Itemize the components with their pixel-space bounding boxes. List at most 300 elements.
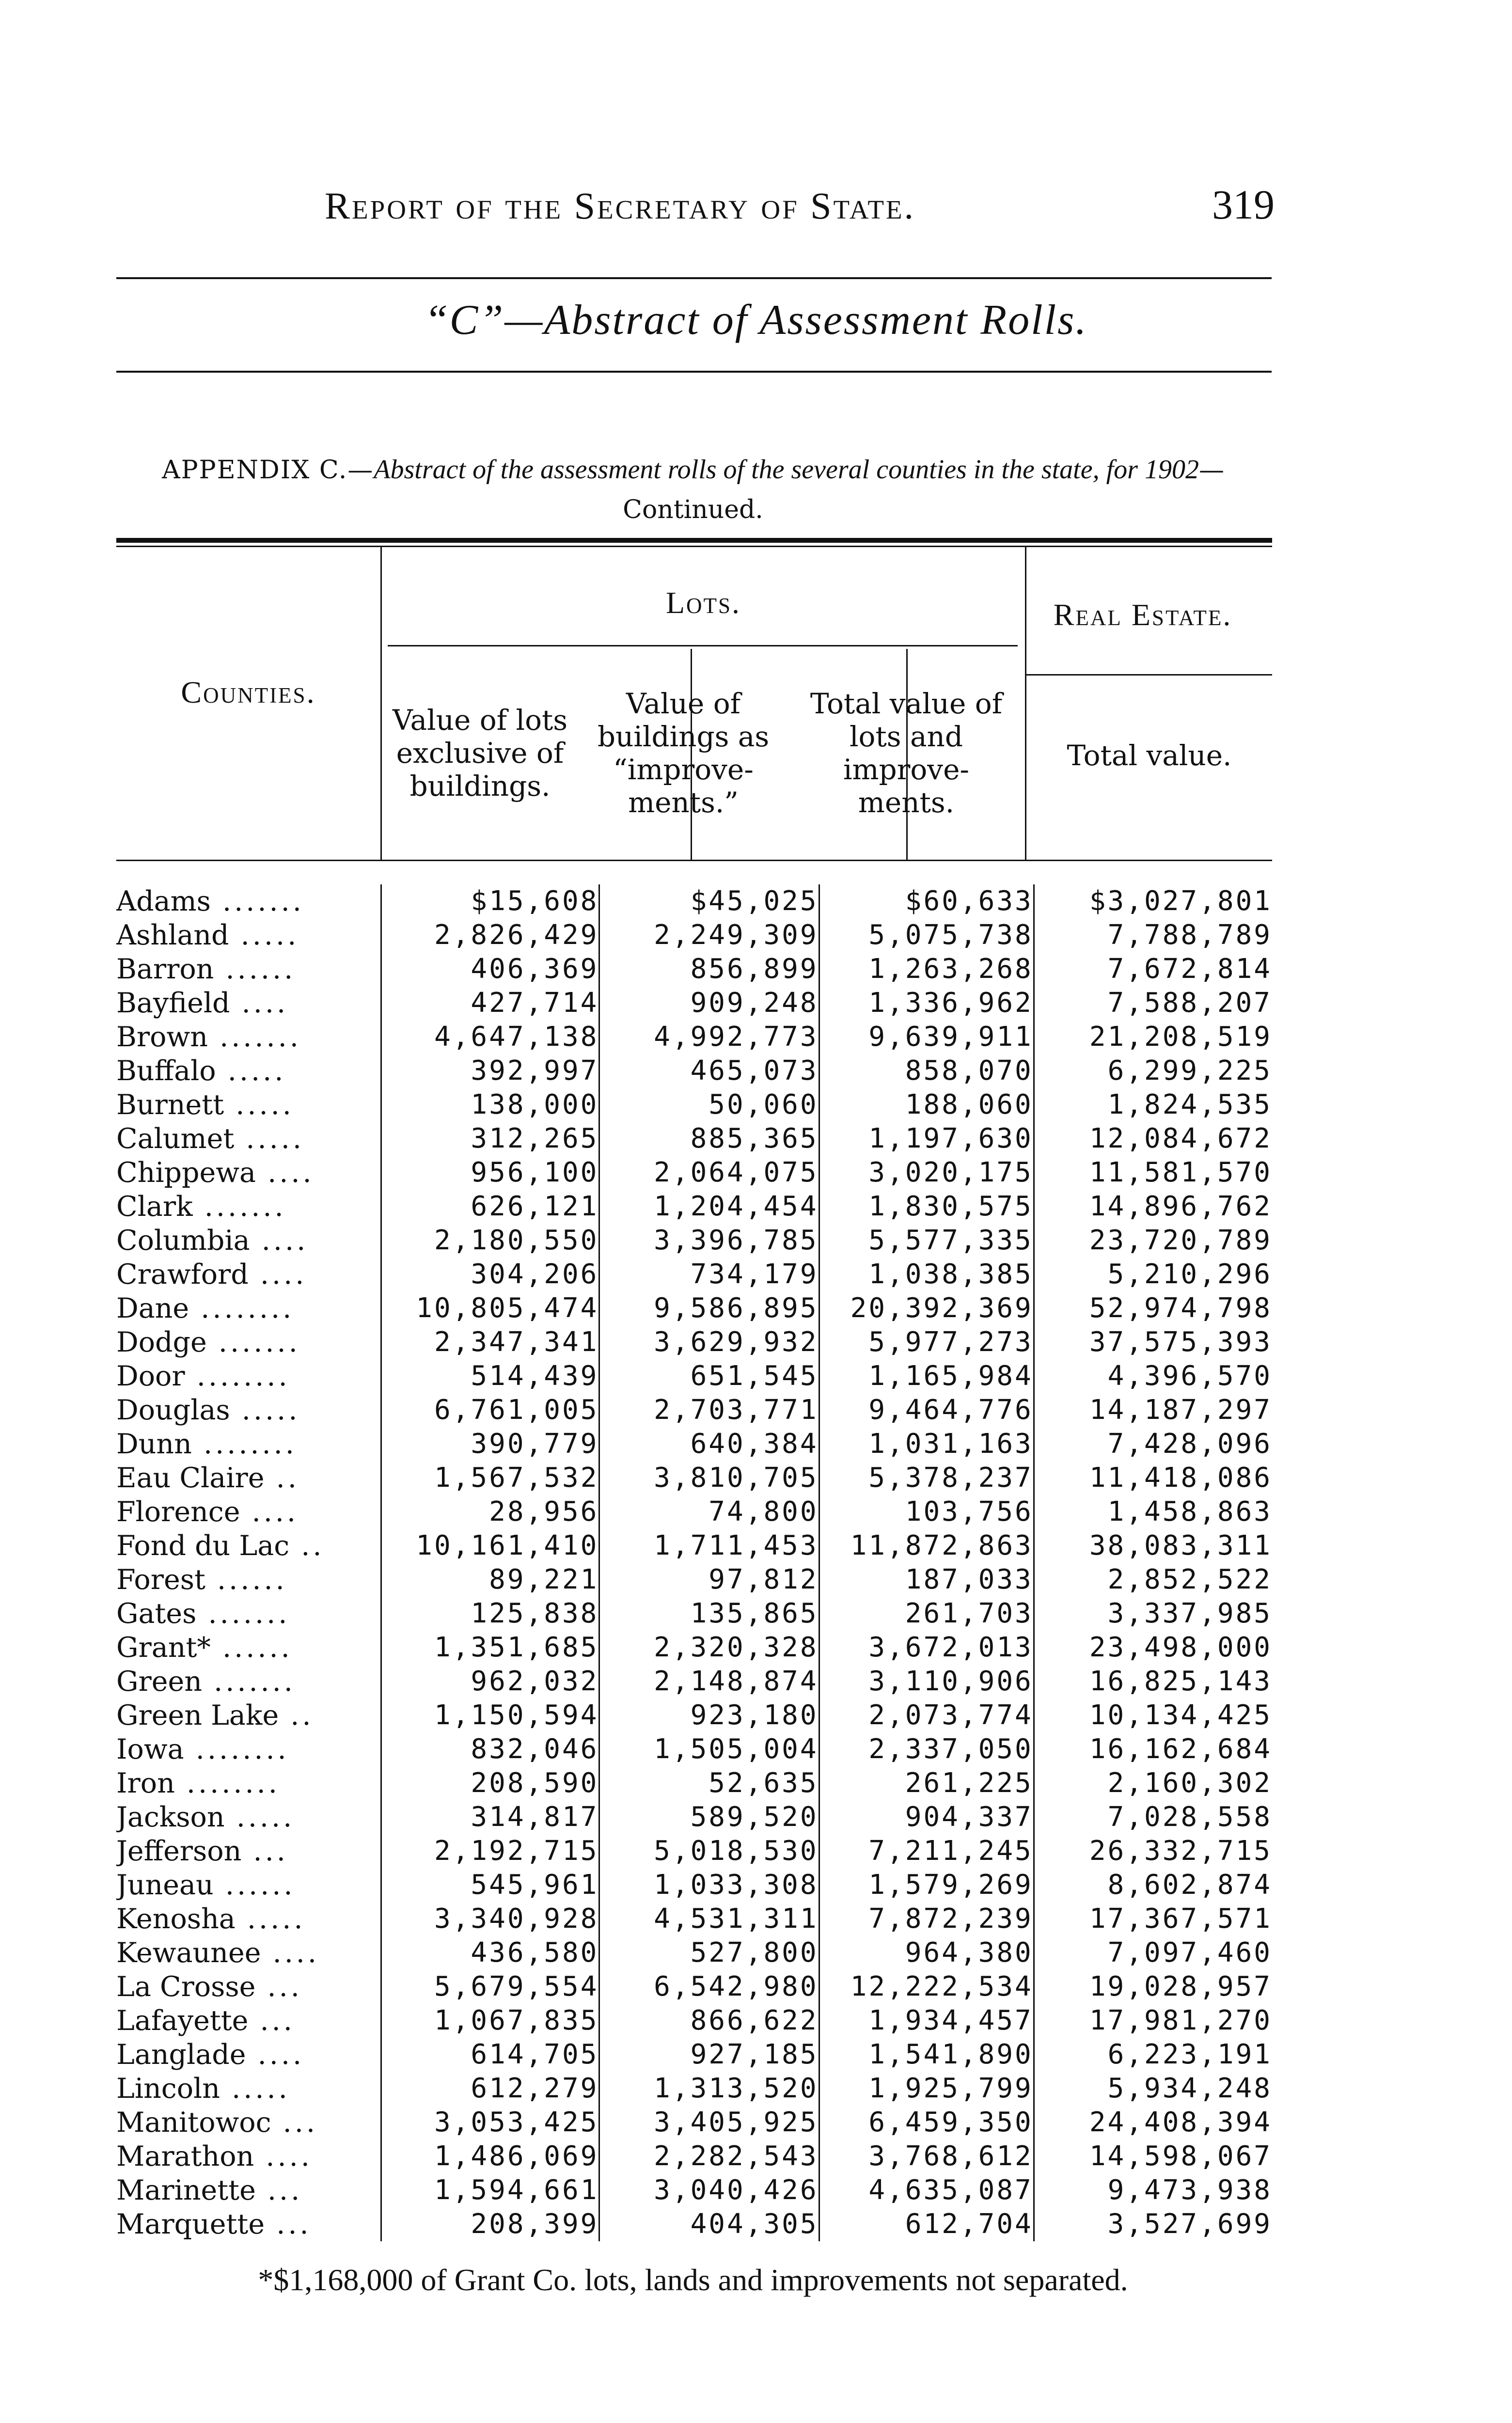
lots-value: 514,439 bbox=[381, 1359, 599, 1393]
buildings-value: 5,018,530 bbox=[599, 1834, 819, 1868]
lots-improvements-total: 5,577,335 bbox=[819, 1224, 1034, 1258]
county-label: Forest bbox=[116, 1564, 205, 1596]
leader-dots: ... bbox=[265, 2208, 312, 2240]
county-name bbox=[116, 1156, 381, 1190]
buildings-value: 2,249,309 bbox=[599, 918, 819, 952]
table-row bbox=[116, 1868, 1272, 1902]
lots-value: 1,351,685 bbox=[381, 1631, 599, 1665]
lots-value: 626,121 bbox=[381, 1190, 599, 1224]
table-top-rule bbox=[116, 538, 1272, 543]
county-label: Florence bbox=[116, 1496, 240, 1528]
table-row bbox=[116, 2173, 1272, 2207]
table-row bbox=[116, 1393, 1272, 1427]
county-label: Bayfield bbox=[116, 987, 230, 1019]
real-estate-total: 11,418,086 bbox=[1034, 1461, 1272, 1495]
real-estate-total: 5,210,296 bbox=[1034, 1258, 1272, 1291]
lots-improvements-total: 612,704 bbox=[819, 2207, 1034, 2241]
buildings-value: 465,073 bbox=[599, 1054, 819, 1088]
county-name bbox=[116, 918, 381, 952]
lots-value: 406,369 bbox=[381, 952, 599, 986]
buildings-value: 1,505,004 bbox=[599, 1732, 819, 1766]
county-name bbox=[116, 1970, 381, 2004]
lots-value: 10,805,474 bbox=[381, 1291, 599, 1325]
county-name bbox=[116, 2207, 381, 2241]
table-row bbox=[116, 1936, 1272, 1970]
county-label: Dunn bbox=[116, 1428, 192, 1460]
county-name bbox=[116, 1054, 381, 1088]
table-row bbox=[116, 2038, 1272, 2072]
county-label: Douglas bbox=[116, 1394, 230, 1426]
real-estate-total: 6,223,191 bbox=[1034, 2038, 1272, 2072]
county-name bbox=[116, 1020, 381, 1054]
leader-dots: ........ bbox=[191, 1428, 297, 1460]
county-name bbox=[116, 1902, 381, 1936]
table-row bbox=[116, 1122, 1272, 1156]
real-estate-total: 7,428,096 bbox=[1034, 1427, 1272, 1461]
buildings-value: 9,586,895 bbox=[599, 1291, 819, 1325]
leader-dots: ... bbox=[255, 1971, 302, 2003]
lots-value: 545,961 bbox=[381, 1868, 599, 1902]
county-name bbox=[116, 1597, 381, 1631]
running-header bbox=[111, 180, 1275, 229]
county-name bbox=[116, 1834, 381, 1868]
lots-value: 304,206 bbox=[381, 1258, 599, 1291]
lots-value: 138,000 bbox=[381, 1088, 599, 1122]
county-name bbox=[116, 1461, 381, 1495]
table-row bbox=[116, 1054, 1272, 1088]
real-estate-total: 17,367,571 bbox=[1034, 1902, 1272, 1936]
real-estate-total: 3,527,699 bbox=[1034, 2207, 1272, 2241]
table-row bbox=[116, 1291, 1272, 1325]
leader-dots: ... bbox=[248, 2005, 295, 2037]
county-name bbox=[116, 1495, 381, 1529]
buildings-value: 923,180 bbox=[599, 1699, 819, 1732]
lots-value: $15,608 bbox=[381, 884, 599, 918]
county-label: Dane bbox=[116, 1292, 189, 1324]
buildings-value: 135,865 bbox=[599, 1597, 819, 1631]
county-label: Iron bbox=[116, 1767, 175, 1799]
header-bottom-rule bbox=[116, 860, 1272, 861]
leader-dots: ... bbox=[255, 2174, 303, 2206]
buildings-value: 97,812 bbox=[599, 1563, 819, 1597]
county-name bbox=[116, 952, 381, 986]
real-estate-total: 38,083,311 bbox=[1034, 1529, 1272, 1563]
lots-value: 4,647,138 bbox=[381, 1020, 599, 1054]
table-row bbox=[116, 1020, 1272, 1054]
appendix-caption bbox=[114, 450, 1272, 530]
county-label: Green bbox=[116, 1666, 202, 1698]
county-label: Manitowoc bbox=[116, 2107, 271, 2139]
buildings-value: 651,545 bbox=[599, 1359, 819, 1393]
county-name bbox=[116, 1699, 381, 1732]
lots-value-header: Value of lots exclusive of buildings. bbox=[392, 704, 568, 802]
lots-value: 2,180,550 bbox=[381, 1224, 599, 1258]
county-label: Eau Claire bbox=[116, 1462, 265, 1494]
table-row bbox=[116, 986, 1272, 1020]
buildings-value: 909,248 bbox=[599, 986, 819, 1020]
county-label: Adams bbox=[116, 885, 211, 917]
buildings-value: 2,703,771 bbox=[599, 1393, 819, 1427]
county-label: La Crosse bbox=[116, 1971, 256, 2003]
county-label: Calumet bbox=[116, 1123, 235, 1155]
real-estate-total: 1,824,535 bbox=[1034, 1088, 1272, 1122]
lots-value: 436,580 bbox=[381, 1936, 599, 1970]
lots-value: 832,046 bbox=[381, 1732, 599, 1766]
county-name bbox=[116, 1936, 381, 1970]
real-estate-total: 7,588,207 bbox=[1034, 986, 1272, 1020]
county-label: Grant* bbox=[116, 1632, 211, 1664]
county-label: Buffalo bbox=[116, 1055, 216, 1087]
table-row bbox=[116, 1495, 1272, 1529]
buildings-value: 2,320,328 bbox=[599, 1631, 819, 1665]
county-name bbox=[116, 2004, 381, 2038]
county-name bbox=[116, 1800, 381, 1834]
lots-group-rule bbox=[388, 645, 1018, 646]
lots-value: 10,161,410 bbox=[381, 1529, 599, 1563]
county-label: Brown bbox=[116, 1021, 208, 1053]
buildings-value: 52,635 bbox=[599, 1766, 819, 1800]
buildings-value: 50,060 bbox=[599, 1088, 819, 1122]
lots-improvements-total: 12,222,534 bbox=[819, 1970, 1034, 2004]
appendix-lead: APPENDIX C.— bbox=[162, 456, 374, 485]
buildings-value: 2,282,543 bbox=[599, 2140, 819, 2173]
buildings-value: $45,025 bbox=[599, 884, 819, 918]
leader-dots: .... bbox=[240, 1496, 299, 1528]
lots-improvements-total: 1,038,385 bbox=[819, 1258, 1034, 1291]
real-estate-group-header: Real Estate. bbox=[1053, 598, 1232, 632]
county-label: Kenosha bbox=[116, 1903, 236, 1935]
lots-improvements-total: 858,070 bbox=[819, 1054, 1034, 1088]
lots-improvements-total: 1,925,799 bbox=[819, 2072, 1034, 2106]
lots-improvements-total: 261,225 bbox=[819, 1766, 1034, 1800]
real-estate-total: 21,208,519 bbox=[1034, 1020, 1272, 1054]
lots-value: 1,067,835 bbox=[381, 2004, 599, 2038]
leader-dots: ..... bbox=[229, 919, 299, 951]
real-estate-total: $3,027,801 bbox=[1034, 884, 1272, 918]
table-body bbox=[116, 884, 1272, 2241]
lots-improvements-total: 904,337 bbox=[819, 1800, 1034, 1834]
leader-dots: ..... bbox=[216, 1055, 286, 1087]
leader-dots: ...... bbox=[213, 1869, 296, 1901]
lots-improvements-total: 1,031,163 bbox=[819, 1427, 1034, 1461]
lots-value: 125,838 bbox=[381, 1597, 599, 1631]
county-label: Green Lake bbox=[116, 1699, 279, 1731]
table-row bbox=[116, 2106, 1272, 2140]
table-row bbox=[116, 1190, 1272, 1224]
buildings-value: 640,384 bbox=[599, 1427, 819, 1461]
county-name bbox=[116, 1122, 381, 1156]
buildings-value-header: Value of buildings as “improve-ments.” bbox=[597, 687, 770, 819]
real-estate-total: 14,187,297 bbox=[1034, 1393, 1272, 1427]
lots-improvements-total: 11,872,863 bbox=[819, 1529, 1034, 1563]
real-estate-total: 16,825,143 bbox=[1034, 1665, 1272, 1699]
buildings-value: 4,992,773 bbox=[599, 1020, 819, 1054]
county-name bbox=[116, 1325, 381, 1359]
lots-value: 3,053,425 bbox=[381, 2106, 599, 2140]
buildings-value: 6,542,980 bbox=[599, 1970, 819, 2004]
lots-improvements-total: 187,033 bbox=[819, 1563, 1034, 1597]
county-name bbox=[116, 1732, 381, 1766]
table-row bbox=[116, 1529, 1272, 1563]
lots-value: 312,265 bbox=[381, 1122, 599, 1156]
buildings-value: 527,800 bbox=[599, 1936, 819, 1970]
leader-dots: ....... bbox=[192, 1191, 286, 1223]
lots-improvements-total: 9,639,911 bbox=[819, 1020, 1034, 1054]
table-row bbox=[116, 918, 1272, 952]
header-rule bbox=[116, 277, 1272, 279]
lots-value: 1,567,532 bbox=[381, 1461, 599, 1495]
leader-dots: .... bbox=[246, 2039, 305, 2071]
table-row bbox=[116, 1902, 1272, 1936]
lots-improvements-total: 1,197,630 bbox=[819, 1122, 1034, 1156]
lots-value: 208,399 bbox=[381, 2207, 599, 2241]
lots-value: 5,679,554 bbox=[381, 1970, 599, 2004]
buildings-value: 866,622 bbox=[599, 2004, 819, 2038]
table-header bbox=[116, 547, 1272, 860]
running-title: Report of the Secretary of State. bbox=[325, 185, 916, 227]
county-name bbox=[116, 884, 381, 918]
county-name bbox=[116, 2173, 381, 2207]
leader-dots: ..... bbox=[230, 1394, 300, 1426]
table-row bbox=[116, 1970, 1272, 2004]
leader-dots: ........ bbox=[185, 1360, 290, 1392]
leader-dots: ..... bbox=[220, 2073, 290, 2105]
assessment-data-table bbox=[116, 884, 1272, 2241]
counties-header: Counties. bbox=[181, 675, 316, 709]
county-name bbox=[116, 1393, 381, 1427]
real-estate-total: 17,981,270 bbox=[1034, 2004, 1272, 2038]
lots-improvements-total: 1,934,457 bbox=[819, 2004, 1034, 2038]
leader-dots: .. bbox=[264, 1462, 299, 1494]
table-row bbox=[116, 1597, 1272, 1631]
section-title: “C”—Abstract of Assessment Rolls. bbox=[424, 297, 1088, 344]
table-row bbox=[116, 1766, 1272, 1800]
buildings-value: 1,313,520 bbox=[599, 2072, 819, 2106]
real-estate-total: 7,672,814 bbox=[1034, 952, 1272, 986]
real-estate-total: 9,473,938 bbox=[1034, 2173, 1272, 2207]
county-label: Chippewa bbox=[116, 1157, 256, 1189]
lots-improvements-total: 7,872,239 bbox=[819, 1902, 1034, 1936]
appendix-caption-text: Abstract of the assessment rolls of the several counties in the state, for 1902 bbox=[374, 455, 1199, 485]
leader-dots: .... bbox=[254, 2140, 313, 2172]
leader-dots: ..... bbox=[235, 1903, 306, 1935]
real-estate-total: 1,458,863 bbox=[1034, 1495, 1272, 1529]
county-label: Jackson bbox=[116, 1801, 225, 1833]
table-row bbox=[116, 1461, 1272, 1495]
leader-dots: ....... bbox=[202, 1666, 296, 1698]
lots-improvements-total: 5,977,273 bbox=[819, 1325, 1034, 1359]
county-name bbox=[116, 1359, 381, 1393]
lots-improvements-total: $60,633 bbox=[819, 884, 1034, 918]
leader-dots: ....... bbox=[206, 1326, 300, 1358]
lots-improvements-total: 5,378,237 bbox=[819, 1461, 1034, 1495]
lots-improvements-total: 1,263,268 bbox=[819, 952, 1034, 986]
lots-improvements-total: 1,336,962 bbox=[819, 986, 1034, 1020]
buildings-value: 2,148,874 bbox=[599, 1665, 819, 1699]
lots-improvements-total: 9,464,776 bbox=[819, 1393, 1034, 1427]
lots-value: 2,192,715 bbox=[381, 1834, 599, 1868]
table-row bbox=[116, 1563, 1272, 1597]
county-name bbox=[116, 1427, 381, 1461]
county-label: Kewaunee bbox=[116, 1937, 261, 1969]
lots-improvements-total: 3,110,906 bbox=[819, 1665, 1034, 1699]
buildings-value: 2,064,075 bbox=[599, 1156, 819, 1190]
real-estate-total: 26,332,715 bbox=[1034, 1834, 1272, 1868]
county-label: Gates bbox=[116, 1598, 197, 1630]
lots-value: 612,279 bbox=[381, 2072, 599, 2106]
table-row bbox=[116, 1665, 1272, 1699]
lots-improvements-total-header: Total value of lots and improve-ments. bbox=[810, 687, 1003, 819]
county-label: Juneau bbox=[116, 1869, 214, 1901]
leader-dots: .... bbox=[230, 987, 289, 1019]
real-estate-total: 7,788,789 bbox=[1034, 918, 1272, 952]
lots-value: 3,340,928 bbox=[381, 1902, 599, 1936]
lots-value: 390,779 bbox=[381, 1427, 599, 1461]
county-name bbox=[116, 2140, 381, 2173]
county-name bbox=[116, 1631, 381, 1665]
county-label: Crawford bbox=[116, 1259, 249, 1290]
lots-value: 1,150,594 bbox=[381, 1699, 599, 1732]
county-label: Marinette bbox=[116, 2174, 256, 2206]
table-row bbox=[116, 1359, 1272, 1393]
lots-improvements-total: 3,020,175 bbox=[819, 1156, 1034, 1190]
lots-group-header: Lots. bbox=[665, 585, 741, 620]
lots-value: 962,032 bbox=[381, 1665, 599, 1699]
county-name bbox=[116, 986, 381, 1020]
county-label: Langlade bbox=[116, 2039, 246, 2071]
table-row bbox=[116, 952, 1272, 986]
leader-dots: ..... bbox=[234, 1123, 304, 1155]
lots-value: 427,714 bbox=[381, 986, 599, 1020]
table-row bbox=[116, 1258, 1272, 1291]
county-name bbox=[116, 1258, 381, 1291]
real-estate-total: 19,028,957 bbox=[1034, 1970, 1272, 2004]
real-estate-total: 10,134,425 bbox=[1034, 1699, 1272, 1732]
buildings-value: 3,040,426 bbox=[599, 2173, 819, 2207]
real-estate-total: 7,097,460 bbox=[1034, 1936, 1272, 1970]
buildings-value: 404,305 bbox=[599, 2207, 819, 2241]
table-row bbox=[116, 1224, 1272, 1258]
lots-value: 2,826,429 bbox=[381, 918, 599, 952]
real-estate-total: 23,498,000 bbox=[1034, 1631, 1272, 1665]
real-estate-total: 14,598,067 bbox=[1034, 2140, 1272, 2173]
lots-improvements-total: 1,165,984 bbox=[819, 1359, 1034, 1393]
county-label: Columbia bbox=[116, 1225, 250, 1257]
table-row bbox=[116, 2207, 1272, 2241]
table-row bbox=[116, 2004, 1272, 2038]
leader-dots: ........ bbox=[174, 1767, 280, 1799]
lots-value: 956,100 bbox=[381, 1156, 599, 1190]
county-name bbox=[116, 1766, 381, 1800]
real-estate-total: 24,408,394 bbox=[1034, 2106, 1272, 2140]
buildings-value: 74,800 bbox=[599, 1495, 819, 1529]
buildings-value: 927,185 bbox=[599, 2038, 819, 2072]
leader-dots: ..... bbox=[224, 1089, 294, 1121]
county-label: Marathon bbox=[116, 2140, 254, 2172]
table-row bbox=[116, 884, 1272, 918]
real-estate-total: 16,162,684 bbox=[1034, 1732, 1272, 1766]
county-name bbox=[116, 2072, 381, 2106]
county-label: Jefferson bbox=[116, 1835, 242, 1867]
table-row bbox=[116, 2072, 1272, 2106]
lots-improvements-total: 1,579,269 bbox=[819, 1868, 1034, 1902]
buildings-value: 589,520 bbox=[599, 1800, 819, 1834]
real-estate-total: 7,028,558 bbox=[1034, 1800, 1272, 1834]
lots-value: 1,486,069 bbox=[381, 2140, 599, 2173]
county-label: Ashland bbox=[116, 919, 229, 951]
lots-improvements-total: 2,073,774 bbox=[819, 1699, 1034, 1732]
county-name bbox=[116, 1291, 381, 1325]
lots-improvements-total: 4,635,087 bbox=[819, 2173, 1034, 2207]
county-name bbox=[116, 1563, 381, 1597]
real-estate-total: 12,084,672 bbox=[1034, 1122, 1272, 1156]
table-row bbox=[116, 2140, 1272, 2173]
county-name bbox=[116, 2106, 381, 2140]
leader-dots: .. bbox=[289, 1530, 325, 1562]
real-estate-total: 6,299,225 bbox=[1034, 1054, 1272, 1088]
real-estate-total: 5,934,248 bbox=[1034, 2072, 1272, 2106]
assessment-table bbox=[116, 538, 1272, 2241]
leader-dots: ....... bbox=[196, 1598, 290, 1630]
county-label: Barron bbox=[116, 953, 214, 985]
real-estate-total: 8,602,874 bbox=[1034, 1868, 1272, 1902]
buildings-value: 3,629,932 bbox=[599, 1325, 819, 1359]
lots-value: 89,221 bbox=[381, 1563, 599, 1597]
county-name bbox=[116, 1224, 381, 1258]
buildings-value: 3,810,705 bbox=[599, 1461, 819, 1495]
leader-dots: .. bbox=[279, 1699, 314, 1731]
buildings-value: 734,179 bbox=[599, 1258, 819, 1291]
leader-dots: ........ bbox=[189, 1292, 295, 1324]
lots-improvements-total: 188,060 bbox=[819, 1088, 1034, 1122]
leader-dots: .... bbox=[256, 1157, 315, 1189]
lots-improvements-total: 5,075,738 bbox=[819, 918, 1034, 952]
lots-improvements-total: 1,830,575 bbox=[819, 1190, 1034, 1224]
lots-improvements-total: 964,380 bbox=[819, 1936, 1034, 1970]
lots-value: 6,761,005 bbox=[381, 1393, 599, 1427]
real-estate-total: 2,852,522 bbox=[1034, 1563, 1272, 1597]
leader-dots: .... bbox=[250, 1225, 309, 1257]
lots-improvements-total: 3,672,013 bbox=[819, 1631, 1034, 1665]
page-number: 319 bbox=[1212, 181, 1275, 228]
lots-improvements-total: 261,703 bbox=[819, 1597, 1034, 1631]
county-label: Lincoln bbox=[116, 2073, 220, 2105]
buildings-value: 3,396,785 bbox=[599, 1224, 819, 1258]
table-row bbox=[116, 1800, 1272, 1834]
real-estate-total: 11,581,570 bbox=[1034, 1156, 1272, 1190]
county-label: Clark bbox=[116, 1191, 193, 1223]
lots-improvements-total: 3,768,612 bbox=[819, 2140, 1034, 2173]
leader-dots: ....... bbox=[207, 1021, 301, 1053]
county-label: Fond du Lac bbox=[116, 1530, 290, 1562]
leader-dots: ........ bbox=[184, 1733, 289, 1765]
real-estate-total: 4,396,570 bbox=[1034, 1359, 1272, 1393]
buildings-value: 4,531,311 bbox=[599, 1902, 819, 1936]
county-label: Lafayette bbox=[116, 2005, 249, 2037]
lots-improvements-total: 103,756 bbox=[819, 1495, 1034, 1529]
appendix-continued: —Continued. bbox=[623, 456, 1224, 524]
buildings-value: 1,711,453 bbox=[599, 1529, 819, 1563]
footnote: *$1,168,000 of Grant Co. lots, lands and improvements not separated. bbox=[258, 2263, 1128, 2297]
buildings-value: 885,365 bbox=[599, 1122, 819, 1156]
lots-value: 2,347,341 bbox=[381, 1325, 599, 1359]
lots-improvements-total: 7,211,245 bbox=[819, 1834, 1034, 1868]
leader-dots: ...... bbox=[205, 1564, 287, 1596]
buildings-value: 3,405,925 bbox=[599, 2106, 819, 2140]
real-estate-total-header: Total value. bbox=[1067, 739, 1232, 772]
table-row bbox=[116, 1088, 1272, 1122]
county-name bbox=[116, 2038, 381, 2072]
